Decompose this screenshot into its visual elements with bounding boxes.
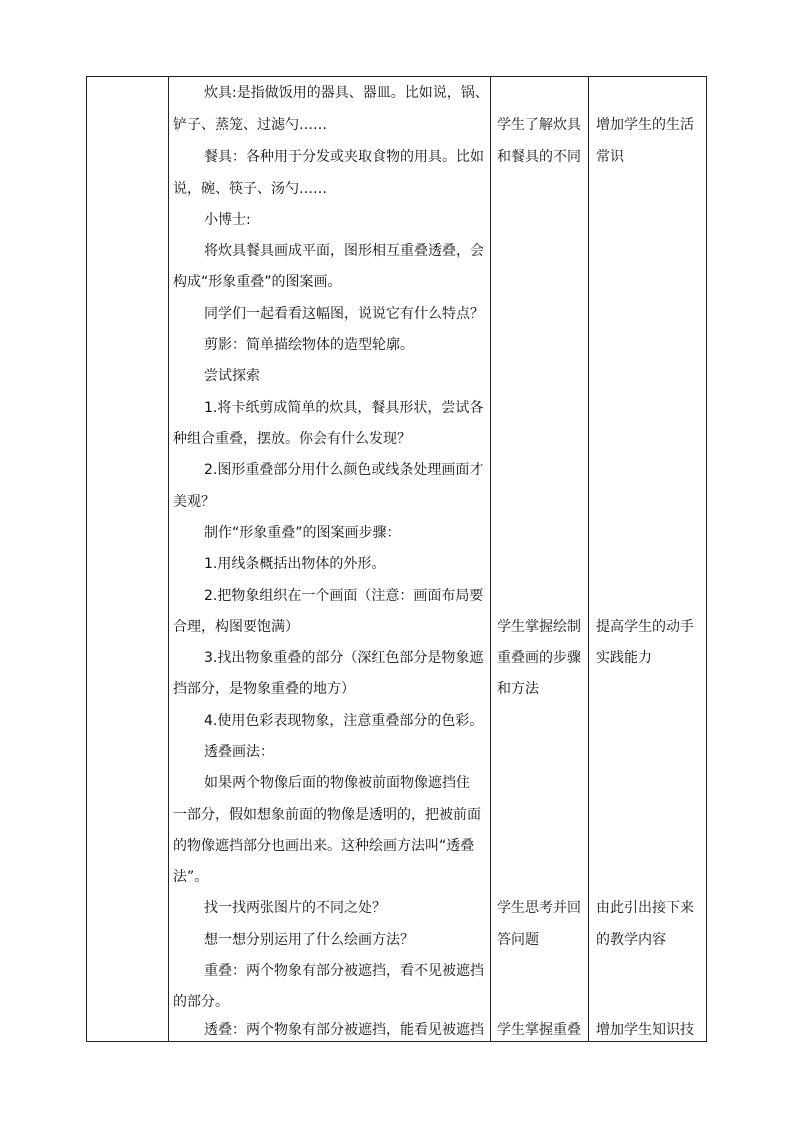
content-line: 种组合重叠，摆放。你会有什么发现？ — [173, 431, 411, 447]
intent-line: 增加学生知识技 — [596, 1022, 694, 1038]
content-line: 构成“形象重叠”的图案画。 — [173, 274, 342, 290]
intent-line: 由此引出接下来 — [596, 900, 694, 916]
content-line: 1.用线条概括出物体的外形。 — [204, 556, 386, 572]
content-line: 法”。 — [173, 869, 209, 885]
lesson-table — [86, 76, 707, 1042]
column-divider — [168, 77, 169, 1041]
content-line: 找一找两张图片的不同之处？ — [204, 900, 386, 916]
intent-line: 实践能力 — [596, 650, 652, 666]
column-divider — [490, 77, 491, 1041]
content-line: 透叠画法： — [204, 744, 274, 760]
content-line: 如果两个物像后面的物像被前面物像遮挡住 — [204, 775, 470, 791]
content-line: 同学们一起看看这幅图，说说它有什么特点？ — [204, 306, 484, 322]
content-line: 小博士: — [204, 212, 251, 228]
content-line: 炊具:是指做饭用的器具、器皿。比如说，锅、 — [204, 85, 489, 101]
content-line: 将炊具餐具画成平面，图形相互重叠透叠，会 — [204, 243, 484, 259]
content-line: 尝试探索 — [204, 368, 260, 384]
student-line: 答问题 — [497, 932, 539, 948]
student-line: 重叠画的步骤 — [497, 650, 581, 666]
intent-line: 的教学内容 — [596, 932, 666, 948]
content-line: 的物像遮挡部分也画出来。这种绘画方法叫“透叠 — [173, 838, 475, 854]
content-line: 制作“形象重叠”的图案画步骤： — [204, 525, 401, 541]
content-line: 2.图形重叠部分用什么颜色或线条处理画面才 — [204, 462, 484, 478]
content-line: 挡部分，是物象重叠的地方） — [173, 681, 355, 697]
content-line: 合理，构图要饱满） — [173, 619, 299, 635]
column-divider — [588, 77, 589, 1041]
content-line: 2.把物象组织在一个画面（注意：画面布局要 — [204, 588, 484, 604]
content-line: 一部分，假如想象前面的物像是透明的，把被前面 — [173, 807, 481, 823]
student-line: 学生掌握绘制 — [497, 619, 581, 635]
content-line: 的部分。 — [173, 994, 229, 1010]
content-line: 说，碗、筷子、汤勺…… — [173, 181, 327, 197]
content-line: 重叠：两个物象有部分被遮挡，看不见被遮挡 — [204, 963, 484, 979]
content-line: 铲子、蒸笼、过滤勺…… — [173, 117, 327, 133]
intent-line: 常识 — [596, 149, 624, 165]
content-line: 剪影：简单描绘物体的造型轮廓。 — [204, 337, 414, 353]
content-line: 3.找出物象重叠的部分（深红色部分是物象遮 — [204, 650, 484, 666]
intent-line: 提高学生的动手 — [596, 619, 694, 635]
content-line: 透叠：两个物象有部分被遮挡，能看见被遮挡 — [204, 1022, 484, 1038]
student-line: 学生思考并回 — [497, 900, 581, 916]
student-line: 学生了解炊具 — [497, 117, 581, 133]
content-line: 1.将卡纸剪成简单的炊具，餐具形状，尝试各 — [204, 400, 484, 416]
content-line: 美观？ — [173, 494, 215, 510]
student-line: 和方法 — [497, 681, 539, 697]
content-line: 4.使用色彩表现物象，注意重叠部分的色彩。 — [204, 713, 484, 729]
content-line: 想一想分别运用了什么绘画方法？ — [204, 932, 414, 948]
student-line: 学生掌握重叠 — [497, 1022, 581, 1038]
content-line: 餐具：各种用于分发或夹取食物的用具。比如 — [204, 149, 484, 165]
intent-line: 增加学生的生活 — [596, 117, 694, 133]
student-line: 和餐具的不同 — [497, 149, 581, 165]
